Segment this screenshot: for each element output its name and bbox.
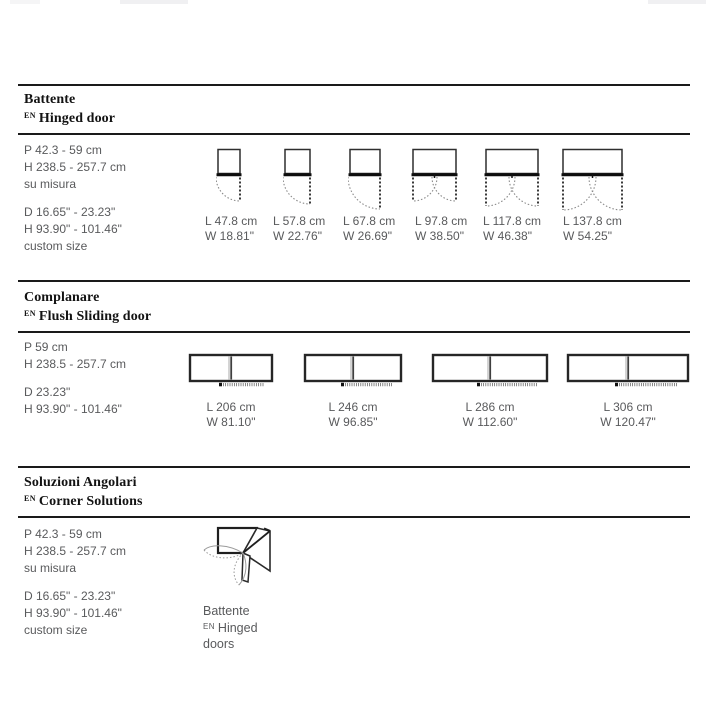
language-tag: EN <box>203 622 215 631</box>
door-width-label: W 22.76" <box>273 229 322 243</box>
corner-hinged-doors-top-view-icon <box>198 518 278 600</box>
single-hinged-door-top-view-icon <box>348 148 382 211</box>
door-length-label: L 117.8 cm <box>483 214 542 228</box>
door-width-label: W 120.47" <box>600 415 656 429</box>
hinged-door-variant <box>205 148 279 243</box>
door-width-label: W 112.60" <box>462 415 518 429</box>
section-title-italian: Battente <box>24 92 76 107</box>
spec-line: D 23.23" <box>24 385 71 399</box>
spec-line: H 238.5 - 257.7 cm <box>24 160 127 174</box>
single-hinged-door-top-view-icon <box>216 148 242 204</box>
door-length-label: L 97.8 cm <box>415 214 468 228</box>
spec-line: P 59 cm <box>24 340 68 354</box>
spec-line: su misura <box>24 177 77 191</box>
caption-italian: Battente <box>203 604 250 618</box>
sliding-door-front-view-icon <box>188 353 274 390</box>
section-title-italian: Complanare <box>24 290 100 305</box>
door-width-label: W 54.25" <box>563 229 612 243</box>
spec-line: custom size <box>24 623 88 637</box>
section-header-hinged-door <box>18 84 690 135</box>
sliding-door-front-view-icon <box>431 353 549 390</box>
door-width-label: W 18.81" <box>205 229 254 243</box>
section-header-corner-solutions <box>18 466 690 518</box>
corner-diagram-caption <box>203 603 275 652</box>
door-width-label: W 96.85" <box>328 415 378 429</box>
double-hinged-door-top-view-icon <box>561 148 624 214</box>
hinged-door-variant <box>343 148 417 243</box>
specs-corner-solutions <box>24 526 194 639</box>
door-length-label: L 206 cm <box>206 400 256 414</box>
section-title-english: $^{EN}$ Corner Solutions <box>24 494 143 509</box>
section-title-english: $^{EN}$ Flush Sliding door <box>24 309 152 324</box>
double-hinged-door-top-view-icon <box>484 148 540 210</box>
door-width-label: W 26.69" <box>343 229 392 243</box>
door-length-label: L 67.8 cm <box>343 214 396 228</box>
top-crop-artifact <box>120 0 188 4</box>
top-crop-artifact <box>10 0 40 4</box>
language-tag: EN <box>24 111 36 120</box>
hinged-door-variant <box>415 148 489 243</box>
sliding-door-variant <box>188 353 274 429</box>
spec-line: H 93.90" - 101.46" <box>24 222 122 236</box>
double-hinged-door-top-view-icon <box>411 148 458 206</box>
door-width-label: W 38.50" <box>415 229 464 243</box>
spec-line: P 42.3 - 59 cm <box>24 143 102 157</box>
door-length-label: L 47.8 cm <box>205 214 258 228</box>
door-width-label: W 81.10" <box>206 415 256 429</box>
specs-flush-sliding-door <box>24 339 194 418</box>
spec-line: H 238.5 - 257.7 cm <box>24 544 127 558</box>
door-length-label: L 57.8 cm <box>273 214 326 228</box>
sliding-door-variant <box>566 353 690 429</box>
spec-line: su misura <box>24 561 77 575</box>
door-length-label: L 137.8 cm <box>563 214 622 228</box>
top-crop-artifact <box>648 0 706 4</box>
spec-line: P 42.3 - 59 cm <box>24 527 102 541</box>
hinged-door-variant <box>563 148 637 243</box>
single-hinged-door-top-view-icon <box>283 148 312 207</box>
door-width-label: W 46.38" <box>483 229 532 243</box>
sliding-door-front-view-icon <box>303 353 403 390</box>
language-tag: EN <box>24 494 36 503</box>
door-length-label: L 306 cm <box>603 400 653 414</box>
spec-line: H 93.90" - 101.46" <box>24 402 122 416</box>
hinged-door-variant <box>483 148 557 243</box>
spec-line: D 16.65" - 23.23" <box>24 589 116 603</box>
sliding-door-variant <box>431 353 549 429</box>
caption-english: $^{EN}$ Hinged doors <box>203 621 258 651</box>
door-length-label: L 246 cm <box>328 400 378 414</box>
hinged-door-variant <box>273 148 347 243</box>
section-header-flush-sliding-door <box>18 280 690 333</box>
sliding-door-front-view-icon <box>566 353 690 390</box>
sliding-door-variant <box>303 353 403 429</box>
section-title-english: $^{EN}$ Hinged door <box>24 111 116 126</box>
spec-line: D 16.65" - 23.23" <box>24 205 116 219</box>
corner-unit-diagram <box>198 518 278 600</box>
section-title-italian: Soluzioni Angolari <box>24 475 137 490</box>
spec-line: H 93.90" - 101.46" <box>24 606 122 620</box>
spec-line: custom size <box>24 239 88 253</box>
door-length-label: L 286 cm <box>465 400 515 414</box>
language-tag: EN <box>24 309 36 318</box>
spec-line: H 238.5 - 257.7 cm <box>24 357 127 371</box>
specs-hinged-door <box>24 142 194 255</box>
